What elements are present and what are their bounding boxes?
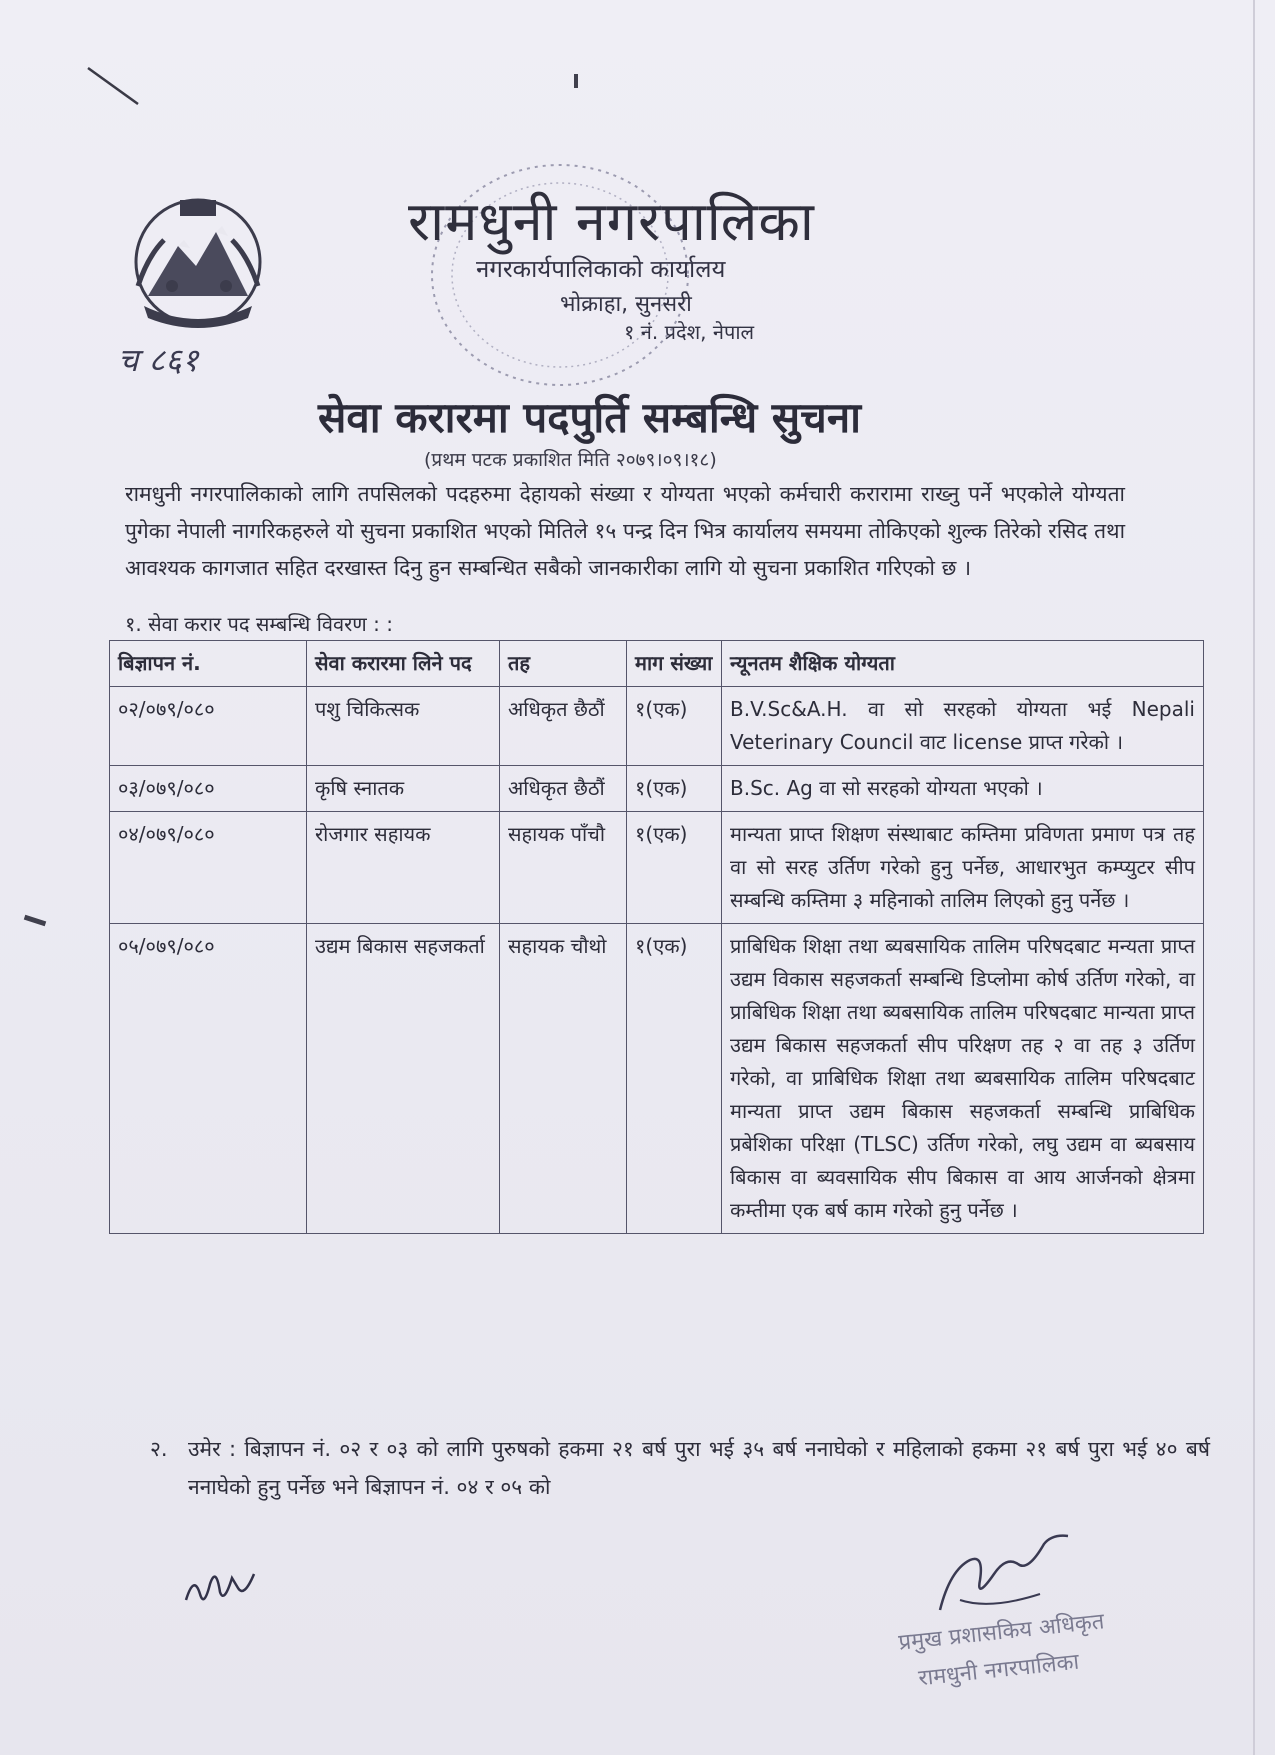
age-requirement-paragraph — [150, 1430, 1210, 1506]
cell-qualification: B.Sc. Ag वा सो सरहको योग्यता भएको । — [722, 766, 1204, 812]
signatory-office: रामधुनी नगरपालिका — [917, 1649, 1081, 1692]
cell-qualification: मान्यता प्राप्त शिक्षण संस्थाबाट कम्तिमा प्रविणता प्रमाण पत्र तह वा सो सरह उर्तिण गरेको हुनु पर्नेछ, आधारभुत कम्प्युटर सीप सम्बन्धि कम्तिमा ३ महिनाको तालिम लिएको हुनु पर्नेछ । — [722, 812, 1204, 924]
cell-demand: १(एक) — [627, 687, 722, 766]
cell-ad-no: ०५/०७९/०८० — [110, 924, 307, 1234]
point-number: २. — [150, 1437, 168, 1461]
cell-ad-no: ०२/०७९/०८० — [110, 687, 307, 766]
cell-level: सहायक पाँचौ — [500, 812, 627, 924]
table-header-row — [110, 641, 1204, 687]
office-name: रामधुनी नगरपालिका — [408, 190, 815, 253]
header-ad-no: बिज्ञापन नं. — [110, 641, 307, 687]
cell-qualification: B.V.Sc&A.H. वा सो सरहको योग्यता भई Nepali Veterinary Council वाट license प्राप्त गरेको । — [722, 687, 1204, 766]
published-date: (प्रथम पटक प्रकाशित मिति २०७९।०९।१८) — [424, 449, 717, 471]
nepal-government-emblem-icon — [118, 186, 278, 334]
signatory-title: प्रमुख प्रशासकिय अधिकृत — [897, 1609, 1106, 1656]
cell-qualification: प्राबिधिक शिक्षा तथा ब्यबसायिक तालिम परिषदबाट मन्यता प्राप्त उद्यम विकास सहजकर्ता सम्बन्धि डिप्लोमा कोर्ष उर्तिण गरेको, वा प्राबिधिक शिक्षा तथा ब्यबसायिक तालिम परिषदबाट मान्यता प्राप्त उद्यम बिकास सहजकर्ता सीप परिक्षण तह २ वा तह ३ उर्तिण गरेको, वा प्राबिधिक शिक्षा तथा ब्यबसायिक तालिम परिषदबाट मान्यता प्राप्त उद्यम बिकास सहजकर्ता सम्बन्धि प्राबिधिक प्रबेशिका परिक्षा (TLSC) उर्तिण गरेको, लघु उद्यम वा ब्यबसाय बिकास वा ब्यवसायिक सीप बिकास वा आय आर्जनको क्षेत्रमा कम्तीमा एक बर्ष काम गरेको हुनु पर्नेछ । — [722, 924, 1204, 1234]
scan-dot — [574, 74, 578, 88]
section-heading: १. सेवा करार पद सम्बन्धि विवरण : : — [125, 612, 393, 636]
cell-level: सहायक चौथो — [500, 924, 627, 1234]
handwritten-reference: च ८६१ — [118, 341, 199, 379]
table-row — [110, 687, 1204, 766]
cell-post: कृषि स्नातक — [307, 766, 500, 812]
cell-level: अधिकृत छैठौं — [500, 687, 627, 766]
table-row — [110, 812, 1204, 924]
cell-level: अधिकृत छैठौं — [500, 766, 627, 812]
cell-demand: १(एक) — [627, 766, 722, 812]
point-text: उमेर : बिज्ञापन नं. ०२ र ०३ को लागि पुरुषको हकमा २१ बर्ष पुरा भई ३५ बर्ष ननाघेको र महिलाको हकमा २१ बर्ष पुरा भई ४० बर्ष ननाघेको हुनु पर्नेछ भने बिज्ञापन नं. ०४ र ०५ को — [188, 1437, 1210, 1499]
handwritten-initials-icon — [180, 1560, 270, 1620]
header-level: तह — [500, 641, 627, 687]
cell-post: रोजगार सहायक — [307, 812, 500, 924]
table-row — [110, 924, 1204, 1234]
scan-mark — [84, 64, 144, 110]
office-country: १ नं. प्रदेश, नेपाल — [624, 320, 755, 344]
cell-post: उद्यम बिकास सहजकर्ता — [307, 924, 500, 1234]
office-subtitle: नगरकार्यपालिकाको कार्यालय — [476, 255, 726, 283]
table-row — [110, 766, 1204, 812]
header-post: सेवा करारमा लिने पद — [307, 641, 500, 687]
cell-demand: १(एक) — [627, 924, 722, 1234]
office-district: भोक्राहा, सुनसरी — [560, 292, 692, 317]
notice-title: सेवा करारमा पदपुर्ति सम्बन्धि सुचना — [318, 393, 862, 442]
cell-ad-no: ०४/०७९/०८० — [110, 812, 307, 924]
cell-ad-no: ०३/०७९/०८० — [110, 766, 307, 812]
notice-intro: रामधुनी नगरपालिकाको लागि तपसिलको पदहरुमा देहायको संख्या र योग्यता भएको कर्मचारी करारामा राख्नु पर्ने भएकोले योग्यता पुगेका नेपाली नागरिकहरुले यो सुचना प्रकाशित भएको मितिले १५ पन्द्र दिन भित्र कार्यालय समयमा तोकिएको शुल्क तिरेको रसिद तथा आवश्यक कागजात सहित दरखास्त दिनु हुन सम्बन्धित सबैको जानकारीका लागि यो सुचना प्रकाशित गरिएको छ । — [125, 482, 1126, 580]
page-edge — [1253, 0, 1255, 1755]
scan-dot — [24, 915, 46, 927]
cell-post: पशु चिकित्सक — [307, 687, 500, 766]
cell-demand: १(एक) — [627, 812, 722, 924]
posts-table — [109, 640, 1204, 1234]
header-qualification: न्यूनतम शैक्षिक योग्यता — [722, 641, 1204, 687]
header-demand: माग संख्या — [627, 641, 722, 687]
